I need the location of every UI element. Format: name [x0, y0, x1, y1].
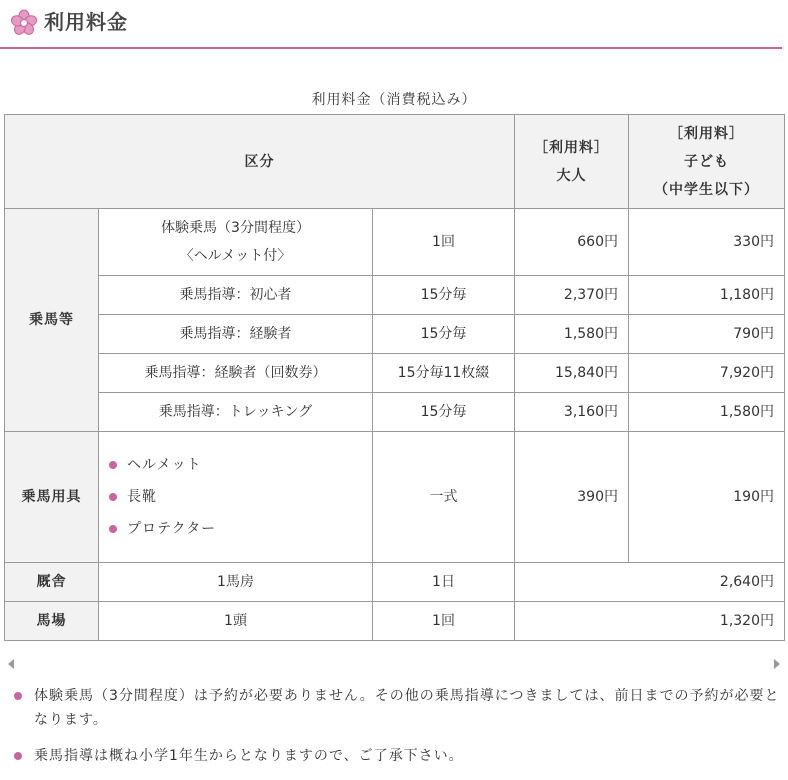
- item-cell: 1馬房: [99, 563, 373, 602]
- notes-list: [14, 684, 784, 780]
- item-name: 体験乗馬（3分間程度）: [161, 220, 310, 236]
- adult-fee-cell: 1,580円: [515, 315, 629, 354]
- group-header-stable: 厩舎: [5, 563, 99, 602]
- unit-cell: 15分毎: [373, 393, 515, 432]
- group-header-gear: 乗馬用具: [5, 432, 99, 563]
- item-cell: 1頭: [99, 602, 373, 641]
- item-cell: 乗馬指導：初心者: [99, 276, 373, 315]
- table-row: [5, 393, 785, 432]
- adult-fee-cell: 3,160円: [515, 393, 629, 432]
- table-header-row: [5, 115, 785, 209]
- table-row: [5, 602, 785, 641]
- table-row: [5, 563, 785, 602]
- unit-cell: 1回: [373, 209, 515, 276]
- scroll-left-icon[interactable]: [8, 659, 14, 669]
- adult-fee-cell: 390円: [515, 432, 629, 563]
- table-row: [5, 432, 785, 563]
- list-item: ヘルメット: [109, 449, 362, 481]
- adult-fee-header: [515, 115, 629, 209]
- adult-fee-cell: 2,370円: [515, 276, 629, 315]
- scroll-right-icon[interactable]: [774, 659, 780, 669]
- item-cell: 乗馬指導：経験者（回数券）: [99, 354, 373, 393]
- gear-list-cell: [99, 432, 373, 563]
- note-item: 乗馬指導は概ね小学1年生からとなりますので、ご了承下さい。: [14, 744, 784, 768]
- child-header-note: （中学生以下）: [654, 181, 759, 198]
- fee-table: [4, 114, 785, 641]
- child-fee-cell: 7,920円: [629, 354, 785, 393]
- child-header-label: ［利用料］: [669, 125, 744, 142]
- fee-cell: 1,320円: [515, 602, 785, 641]
- unit-cell: 1回: [373, 602, 515, 641]
- child-header-sub: 子ども: [684, 153, 729, 170]
- item-cell: 乗馬指導：経験者: [99, 315, 373, 354]
- child-fee-cell: 1,180円: [629, 276, 785, 315]
- adult-header-label: ［利用料］: [534, 139, 609, 156]
- note-item: 体験乗馬（3分間程度）は予約が必要ありません。その他の乗馬指導につきましては、前日までの予約が必要となります。: [14, 684, 784, 732]
- group-header-arena: 馬場: [5, 602, 99, 641]
- fee-cell: 2,640円: [515, 563, 785, 602]
- child-fee-header: [629, 115, 785, 209]
- unit-cell: 15分毎: [373, 315, 515, 354]
- adult-header-sub: 大人: [556, 167, 587, 184]
- child-fee-cell: 1,580円: [629, 393, 785, 432]
- unit-cell: 15分毎11枚綴: [373, 354, 515, 393]
- gear-list: [109, 449, 362, 545]
- table-row: [5, 209, 785, 276]
- sakura-flower-icon: [10, 9, 38, 37]
- list-item: 長靴: [109, 481, 362, 513]
- table-row: [5, 276, 785, 315]
- table-row: [5, 354, 785, 393]
- category-header: 区分: [5, 115, 515, 209]
- horizontal-scrollbar[interactable]: [4, 656, 784, 672]
- table-row: [5, 315, 785, 354]
- table-caption: 利用料金（消費税込み）: [311, 92, 477, 108]
- unit-cell: 1日: [373, 563, 515, 602]
- unit-cell: 一式: [373, 432, 515, 563]
- group-header-riding: 乗馬等: [5, 209, 99, 432]
- list-item: プロテクター: [109, 513, 362, 545]
- adult-fee-cell: 15,840円: [515, 354, 629, 393]
- child-fee-cell: 190円: [629, 432, 785, 563]
- adult-fee-cell: 660円: [515, 209, 629, 276]
- child-fee-cell: 330円: [629, 209, 785, 276]
- child-fee-cell: 790円: [629, 315, 785, 354]
- item-cell: [99, 209, 373, 276]
- item-note: 〈ヘルメット付〉: [179, 248, 292, 264]
- unit-cell: 15分毎: [373, 276, 515, 315]
- item-cell: 乗馬指導：トレッキング: [99, 393, 373, 432]
- page-title: 利用料金: [44, 10, 128, 34]
- page-heading: [0, 0, 782, 49]
